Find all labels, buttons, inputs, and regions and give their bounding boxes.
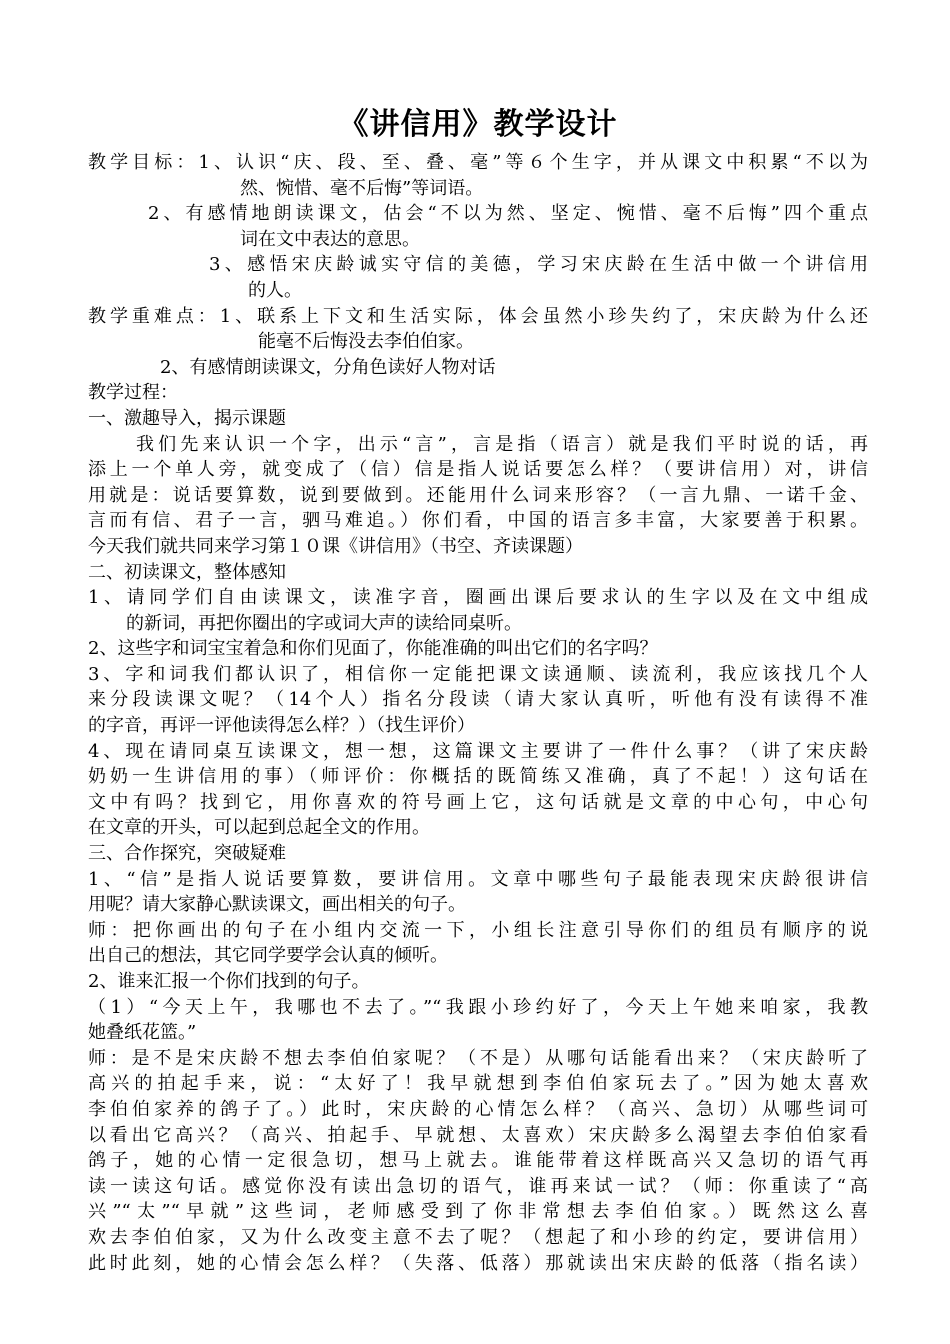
section-2-heading: 二、初读课文，整体感知 (88, 561, 286, 583)
paragraph-line: 的新词，再把你圈出的字或词大声的读给同桌听。 (126, 612, 522, 634)
paragraph-line: 师：是不是宋庆龄不想去李伯伯家呢？（不是）从哪句话能看出来？（宋庆龄听了 (88, 1047, 868, 1069)
paragraph-line: 3、字和词我们都认识了，相信你一定能把课文读通顺、读流利，我应该找几个人 (88, 663, 868, 685)
goal-2-line: 2、有感情地朗读课文，估会“不以为然、坚定、惋惜、毫不后悔”四个重点 (148, 203, 868, 225)
goal-3-cont: 的人。 (248, 279, 302, 301)
paragraph-line: 我们先来认识一个字，出示“言”，言是指（语言）就是我们平时说的话，再 (136, 433, 868, 455)
paragraph-line: （1）“今天上午，我哪也不去了。”“我跟小珍约好了，今天上午她来咱家，我教 (88, 996, 868, 1018)
paragraph-line: 李伯伯家养的鸽子了。）此时，宋庆龄的心情怎么样？（高兴、急切）从哪些词可 (88, 1098, 868, 1120)
paragraph-line: 今天我们就共同来学习第１０课《讲信用》（书空、齐读课题） (88, 535, 583, 557)
paragraph-line: 以看出它高兴？（高兴、拍起手、早就想、太喜欢）宋庆龄多么渴望去李伯伯家看 (88, 1124, 868, 1146)
paragraph-line: 言而有信、君子一言，驷马难追。）你们看，中国的语言多丰富，大家要善于积累。 (88, 510, 868, 532)
section-1-heading: 一、激趣导入，揭示课题 (88, 407, 286, 429)
paragraph-line: 高兴的拍起手来，说：“太好了！我早就想到李伯伯家玩去了。”因为她太喜欢 (88, 1073, 868, 1095)
difficulty-1-cont: 能毫不后悔没去李伯伯家。 (258, 331, 474, 353)
paragraph-line: 在文章的开头，可以起到总起全文的作用。 (88, 817, 430, 839)
goal-1-cont: 然、惋惜、毫不后悔”等词语。 (240, 177, 484, 199)
paragraph-line: 文中有吗？找到它，用你喜欢的符号画上它，这句话就是文章的中心句，中心句 (88, 791, 868, 813)
goal-2-cont: 词在文中表达的意思。 (240, 228, 420, 250)
section-3-heading: 三、合作探究，突破疑难 (88, 843, 286, 865)
paragraph-line: 1、“信”是指人说话要算数，要讲信用。文章中哪些句子最能表现宋庆龄很讲信 (88, 868, 868, 890)
paragraph-line: 添上一个单人旁，就变成了（信）信是指人说话要怎么样？（要讲信用）对，讲信 (88, 459, 868, 481)
goal-3-line: 3、感悟宋庆龄诚实守信的美德，学习宋庆龄在生活中做一个讲信用 (209, 254, 868, 276)
process-heading: 教学过程： (88, 382, 178, 404)
paragraph-line: 奶奶一生讲信用的事）（师评价：你概括的既简练又准确，真了不起！）这句话在 (88, 766, 868, 788)
difficulty-1-line: 教学重难点：1、联系上下文和生活实际，体会虽然小珍失约了，宋庆龄为什么还 (88, 305, 868, 327)
goal-1-line: 教学目标：1、认识“庆、段、至、叠、毫”等６个生字，并从课文中积累“不以为 (88, 152, 868, 173)
paragraph-line: 鸽子，她的心情一定很急切，想马上就去。谁能带着这样既高兴又急切的语气再 (88, 1150, 868, 1172)
paragraph-line: 读一读这句话。感觉你没有读出急切的语气，谁再来试一试？（师：你重读了“高 (88, 1175, 868, 1197)
paragraph-line: 出自己的想法，其它同学要学会认真的倾听。 (88, 945, 448, 967)
paragraph-line: 来分段读课文呢？（14个人）指名分段读（请大家认真听，听他有没有读得不准 (88, 689, 868, 711)
paragraph-line: 她叠纸花篮。” (88, 1022, 197, 1044)
paragraph-line: 欢去李伯伯家，又为什么改变主意不去了呢？（想起了和小珍的约定，要讲信用） (88, 1226, 868, 1248)
paragraph-line: 用就是：说话要算数，说到要做到。还能用什么词来形容？（一言九鼎、一诺千金、 (88, 484, 868, 506)
paragraph-line: 此时此刻，她的心情会怎么样？（失落、低落）那就读出宋庆龄的低落（指名读） (88, 1252, 868, 1274)
paragraph-line: 用呢？请大家静心默读课文，画出相关的句子。 (88, 894, 466, 916)
difficulty-2-line: 2、有感情朗读课文，分角色读好人物对话 (160, 356, 496, 378)
paragraph-line: 师：把你画出的句子在小组内交流一下，小组长注意引导你们的组员有顺序的说 (88, 919, 868, 941)
paragraph-line: 1、请同学们自由读课文，读准字音，圈画出课后要求认的生字以及在文中组成 (88, 587, 868, 609)
paragraph-line: 2、谁来汇报一个你们找到的句子。 (88, 971, 370, 992)
document-page (88, 100, 868, 1276)
paragraph-line: 兴”“太”“早就”这些词，老师感受到了你非常想去李伯伯家。）既然这么喜 (88, 1201, 868, 1223)
document-title: 《讲信用》教学设计 (338, 107, 618, 142)
paragraph-line: 2、这些字和词宝宝着急和你们见面了，你能准确的叫出它们的名字吗？ (88, 638, 658, 660)
paragraph-line: 4、现在请同桌互读课文，想一想，这篇课文主要讲了一件什么事？（讲了宋庆龄 (88, 740, 868, 762)
paragraph-line: 的字音，再评一评他读得怎么样？）（找生评价） (88, 715, 475, 737)
